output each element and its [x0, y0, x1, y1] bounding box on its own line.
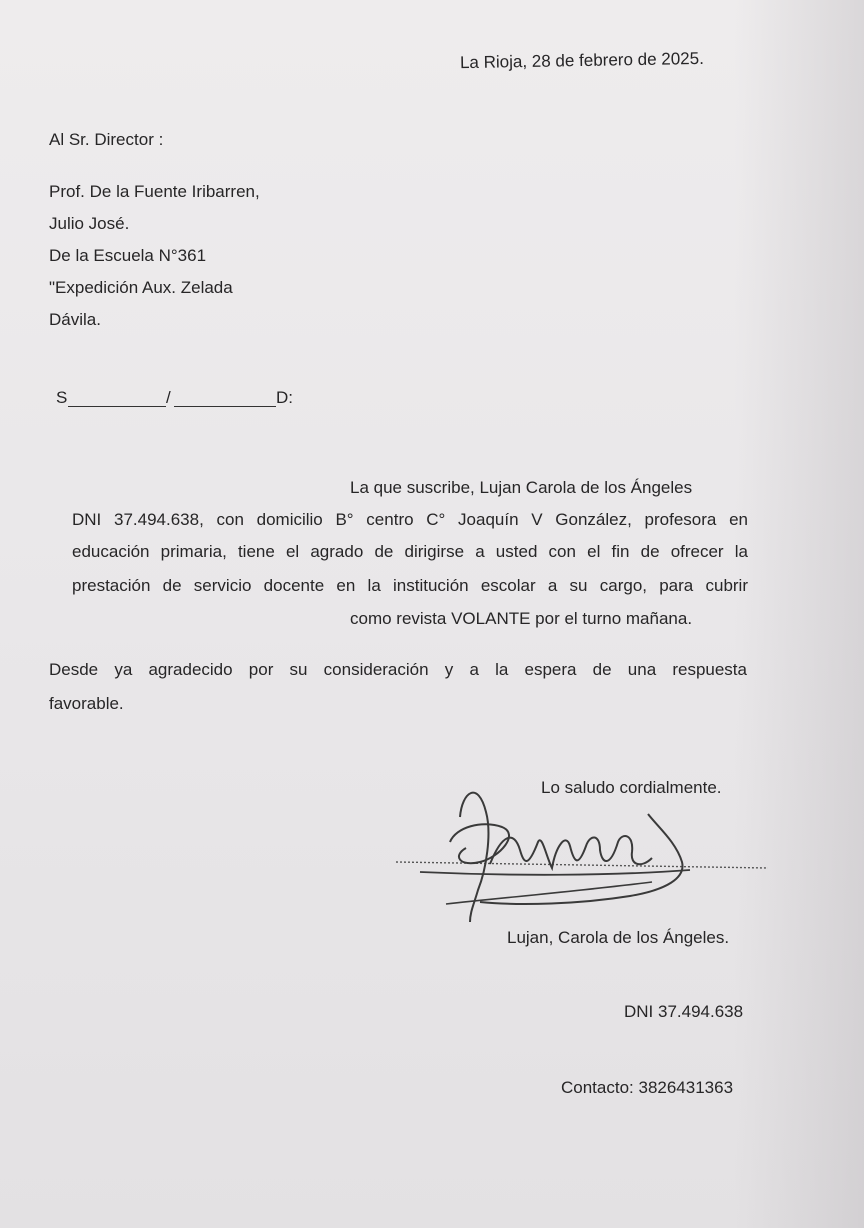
recipient-name-line-2: Julio José. — [49, 214, 130, 233]
sd-s: S — [56, 388, 68, 407]
handwritten-signature — [390, 772, 775, 932]
signer-dni: DNI 37.494.638 — [624, 1002, 744, 1021]
sd-line — [56, 388, 301, 412]
sd-underline-2 — [174, 406, 276, 407]
sd-underline-1 — [68, 406, 166, 407]
body-line-1: La que suscribe, Lujan Carola de los Ángeles — [350, 478, 693, 497]
school-line-1: De la Escuela N°361 — [49, 246, 207, 265]
farewell: Lo saludo cordialmente. — [541, 778, 722, 797]
closing-paragraph — [49, 660, 747, 720]
body-line-5: como revista VOLANTE por el turno mañana. — [350, 609, 693, 628]
closing-line-1: Desde ya agradecido por su consideración y a la espera de una respuesta — [49, 660, 747, 679]
closing-line-2: favorable. — [49, 694, 124, 713]
contact: Contacto: 3826431363 — [561, 1078, 734, 1097]
recipient-salutation: Al Sr. Director : — [49, 130, 164, 149]
recipient-name-line-1: Prof. De la Fuente Iribarren, — [49, 182, 260, 201]
sd-d: D: — [276, 388, 293, 407]
body-line-2: DNI 37.494.638, con domicilio B° centro C° Joaquín V González, profesora en — [72, 510, 748, 529]
school-line-2: "Expedición Aux. Zelada — [49, 278, 233, 297]
sd-slash: / — [166, 388, 171, 407]
body-paragraph — [72, 510, 748, 620]
body-line-4: prestación de servicio docente en la institución escolar a su cargo, para cubrir — [72, 576, 748, 595]
school-line-3: Dávila. — [49, 310, 101, 329]
place-date: La Rioja, 28 de febrero de 2025. — [459, 48, 704, 73]
signer-name: Lujan, Carola de los Ángeles. — [507, 928, 730, 947]
body-line-3: educación primaria, tiene el agrado de dirigirse a usted con el fin de ofrecer la — [72, 542, 748, 561]
signature-dotted-line — [396, 862, 768, 868]
